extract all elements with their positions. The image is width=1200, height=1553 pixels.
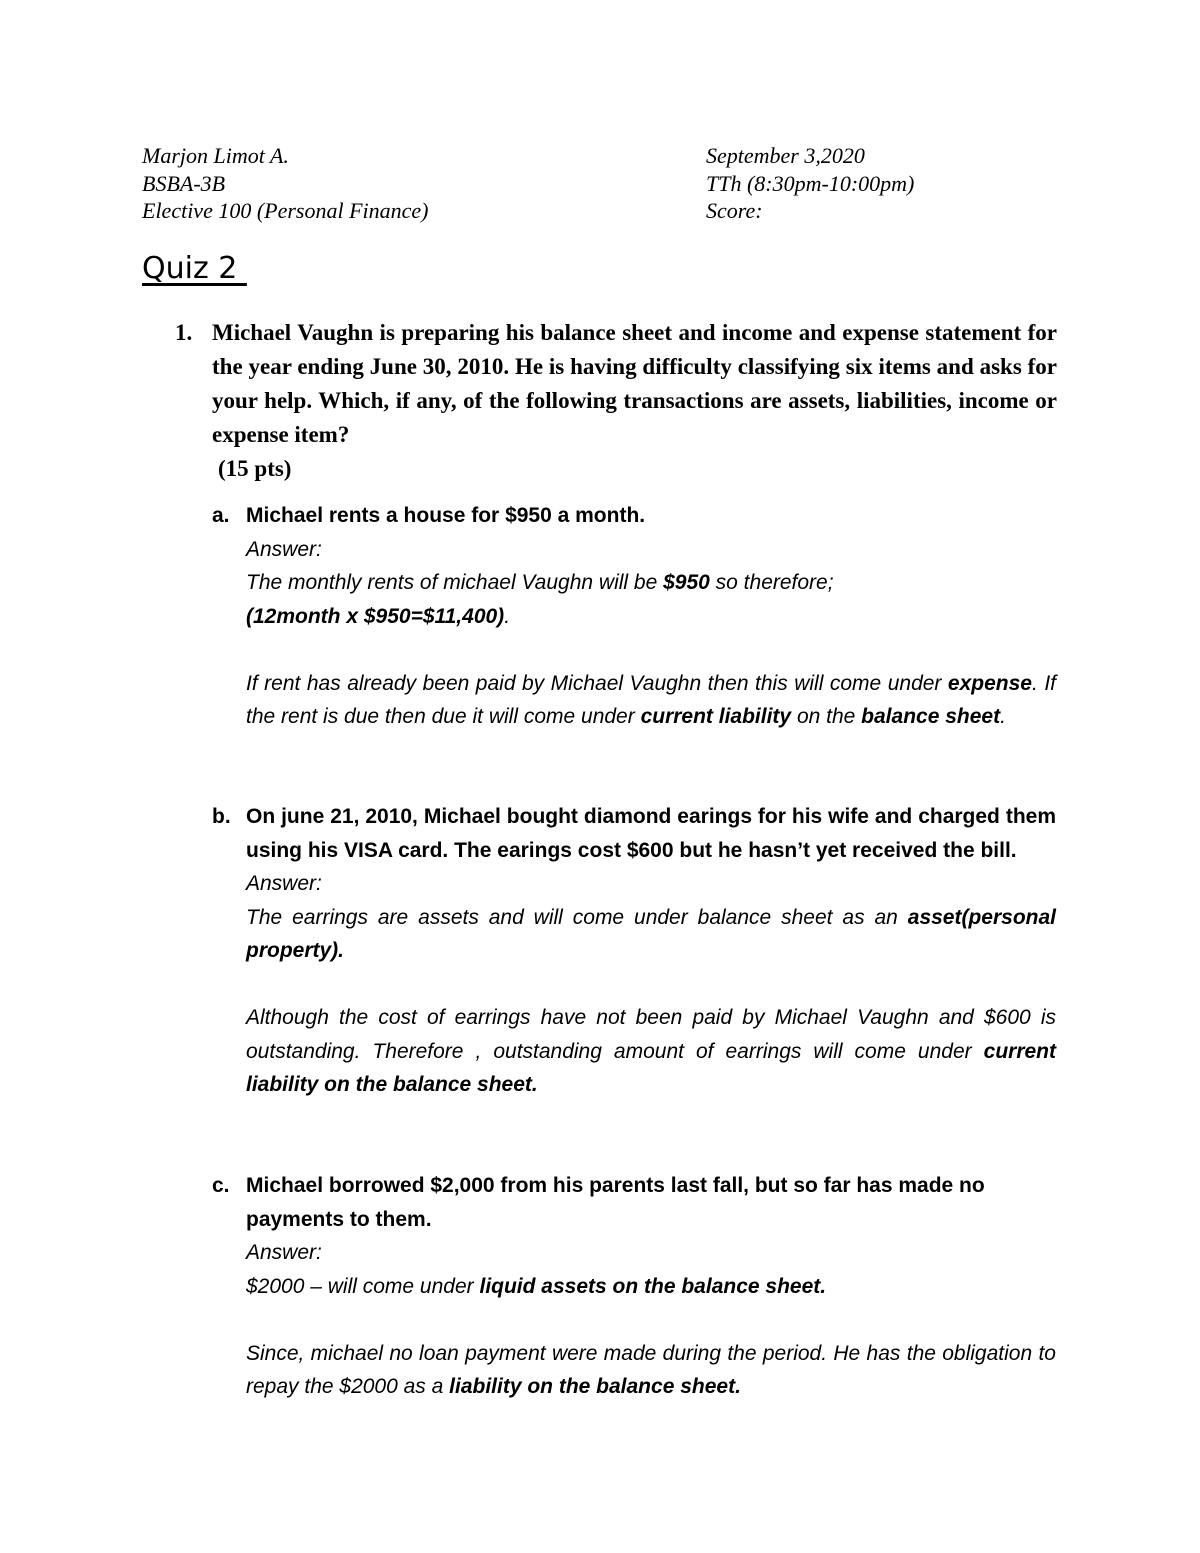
class-schedule: TTh (8:30pm-10:00pm) bbox=[706, 170, 915, 196]
item-b-answer-paragraph-2 bbox=[246, 1001, 1056, 1102]
bold-run: current liability on the balance sheet. bbox=[246, 1039, 1056, 1096]
text-run: Although the cost of earrings have not been paid by Michael Vaughn and $600 is outstanding. Therefore , outstanding amount of earrings will come under bbox=[246, 1006, 1056, 1063]
text-run: . bbox=[1000, 705, 1006, 728]
course-name: Elective 100 (Personal Finance) bbox=[142, 198, 429, 223]
bold-run: (12month x $950=$11,400) bbox=[246, 604, 505, 628]
item-c-answer-paragraph-1 bbox=[246, 1270, 1056, 1304]
item-b bbox=[246, 800, 1056, 1102]
item-b-letter: b. bbox=[212, 805, 231, 828]
item-a-answer-label: Answer: bbox=[246, 537, 322, 561]
header-student-info bbox=[142, 142, 429, 225]
bold-run: $950 bbox=[663, 571, 710, 594]
quiz-date: September 3,2020 bbox=[706, 143, 865, 168]
question-text-block bbox=[212, 316, 1057, 486]
text-run: . If the rent is due then due it will come under bbox=[246, 671, 1056, 728]
bold-run: expense bbox=[947, 671, 1032, 695]
item-c-letter: c. bbox=[212, 1174, 230, 1197]
item-c-answer-paragraph-2 bbox=[246, 1337, 1056, 1404]
score-label: Score: bbox=[706, 198, 763, 223]
text-run: so therefore; bbox=[709, 571, 834, 594]
item-a-answer-paragraph-2 bbox=[246, 667, 1056, 734]
page-title: Quiz 2 bbox=[142, 251, 247, 286]
text-run: If rent has already been paid by Michael Vaughn then this will come under bbox=[246, 671, 948, 695]
item-a-question: Michael rents a house for $950 a month. bbox=[246, 504, 646, 527]
item-a-letter: a. bbox=[212, 504, 230, 527]
text-run: The monthly rents of michael Vaughn will be bbox=[246, 571, 664, 594]
bold-run: liability on the balance sheet. bbox=[449, 1375, 741, 1398]
bold-run: asset(personal property). bbox=[246, 905, 1056, 962]
text-run: Since, michael no loan payment were made during the period. He has the obligation to repay the $2000 as a bbox=[246, 1341, 1056, 1398]
header-date-info bbox=[706, 142, 914, 225]
item-b-question: On june 21, 2010, Michael bought diamond earings for his wife and charged them using his VISA card. The earings cost $600 but he hasn’t yet received the bill. bbox=[246, 805, 1056, 862]
item-c-answer-label: Answer: bbox=[246, 1241, 322, 1264]
question-points: (15 pts) bbox=[218, 456, 292, 481]
item-b-answer-label: Answer: bbox=[246, 872, 322, 895]
item-a-answer-line-2 bbox=[246, 600, 1056, 634]
bold-run: balance sheet bbox=[861, 705, 1001, 728]
item-c-question: Michael borrowed $2,000 from his parents last fall, but so far has made no payments to them. bbox=[246, 1174, 985, 1231]
question-number: 1. bbox=[175, 320, 193, 345]
student-section: BSBA-3B bbox=[142, 170, 226, 196]
item-a bbox=[246, 499, 1056, 734]
question-text: Michael Vaughn is preparing his balance sheet and income and expense statement for the year ending June 30, 2010. He is having difficulty classifying six items and asks for your help. Which, if any, of the following transactions are assets, liabilities, income or expense item? bbox=[212, 320, 1057, 447]
item-b-answer-paragraph-1 bbox=[246, 901, 1056, 968]
bold-run: liquid assets on the balance sheet. bbox=[479, 1274, 827, 1298]
item-c bbox=[246, 1169, 1056, 1404]
text-run: . bbox=[504, 604, 511, 628]
student-name: Marjon Limot A. bbox=[142, 143, 289, 168]
text-run: The earrings are assets and will come under balance sheet as an bbox=[246, 905, 908, 929]
item-a-answer-line-1 bbox=[246, 566, 1056, 600]
text-run: $2000 – will come under bbox=[246, 1274, 480, 1298]
text-run: on the bbox=[791, 705, 862, 728]
bold-run: current liability bbox=[640, 705, 792, 728]
